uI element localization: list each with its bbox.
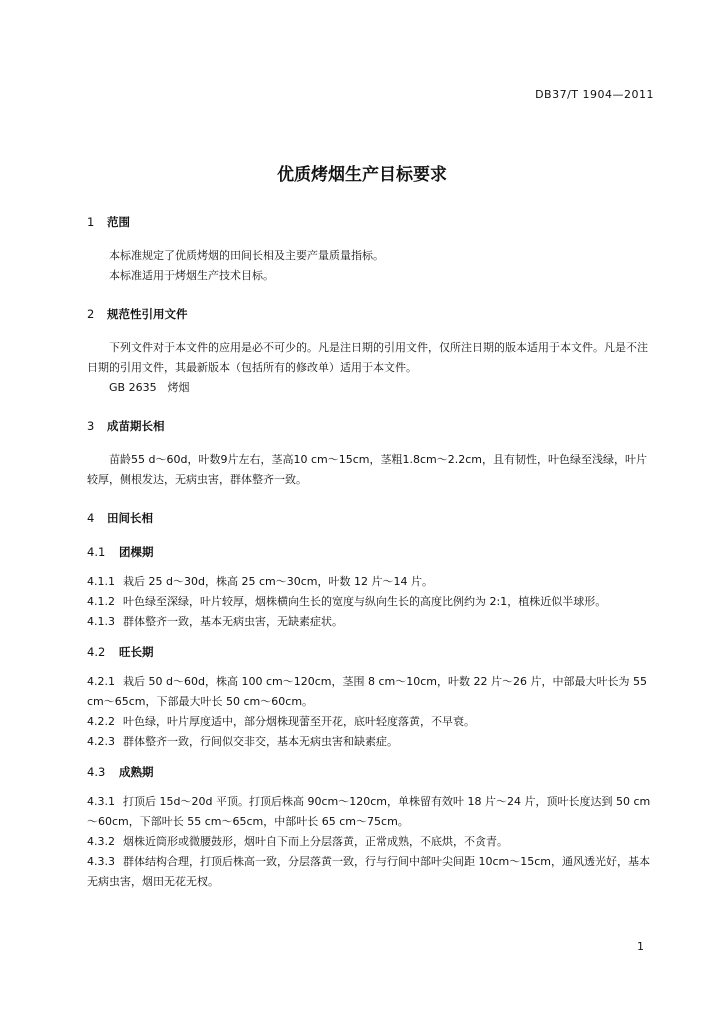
clause-text: 栽后 50 d～60d，株高 100 cm～120cm，茎围 8 cm～10cm，叶数 22 片～26 片，中部最大叶长为 55 cm～65cm，下部最大叶长 50 cm～60cm。 — [87, 675, 647, 708]
clause-number: 4.3.3 — [87, 855, 115, 868]
clause-text: 叶色绿，叶片厚度适中，部分烟株现蕾至开花，底叶轻度落黄，不早衰。 — [123, 715, 475, 728]
section-1-heading — [87, 212, 656, 232]
clause-item — [87, 592, 656, 612]
page-number: 1 — [637, 940, 644, 953]
clause-item — [87, 852, 656, 892]
section-3-heading — [87, 416, 656, 436]
subsection-4-1-heading — [87, 542, 656, 562]
clause-number: 4.1.1 — [87, 575, 115, 588]
clause-number: 4.2.1 — [87, 675, 115, 688]
clause-text: 栽后 25 d～30d，株高 25 cm～30cm，叶数 12 片～14 片。 — [123, 575, 433, 588]
clause-text: 叶色绿至深绿，叶片较厚，烟株横向生长的宽度与纵向生长的高度比例约为 2:1，植株近似半球形。 — [123, 595, 607, 608]
section-4-heading — [87, 508, 656, 528]
clause-text: 群体整齐一致，行间似交非交，基本无病虫害和缺素症。 — [123, 735, 398, 748]
subsection-number: 4.1 — [87, 545, 106, 559]
clause-item — [87, 732, 656, 752]
clause-number: 4.2.3 — [87, 735, 115, 748]
subsection-title: 成熟期 — [119, 765, 154, 779]
paragraph: 苗龄55 d～60d，叶数9片左右，茎高10 cm～15cm，茎粗1.8cm～2.2cm，且有韧性，叶色绿至浅绿，叶片较厚，侧根发达，无病虫害，群体整齐一致。 — [87, 453, 647, 486]
section-number: 3 — [87, 419, 95, 433]
section-2-heading — [87, 304, 656, 324]
section-title: 规范性引用文件 — [107, 307, 188, 321]
clause-number: 4.3.2 — [87, 835, 115, 848]
section-number: 4 — [87, 511, 95, 525]
subsection-4-2-heading — [87, 642, 656, 662]
clause-item — [87, 712, 656, 732]
normative-reference: GB 2635 烤烟 — [109, 381, 190, 394]
subsection-number: 4.2 — [87, 645, 106, 659]
section-number: 1 — [87, 215, 95, 229]
paragraph: 下列文件对于本文件的应用是必不可少的。凡是注日期的引用文件，仅所注日期的版本适用于本文件。凡是不注日期的引用文件，其最新版本（包括所有的修改单）适用于本文件。 — [87, 341, 648, 374]
clause-item — [87, 672, 656, 712]
paragraph: 本标准规定了优质烤烟的田间长相及主要产量质量指标。 — [109, 249, 384, 262]
section-number: 2 — [87, 307, 95, 321]
paragraph: 本标准适用于烤烟生产技术目标。 — [109, 269, 274, 282]
clause-number: 4.1.2 — [87, 595, 115, 608]
subsection-title: 团棵期 — [119, 545, 154, 559]
clause-number: 4.1.3 — [87, 615, 115, 628]
section-title: 田间长相 — [107, 511, 153, 525]
clause-text: 打顶后 15d～20d 平顶。打顶后株高 90cm～120cm，单株留有效叶 18 片～24 片，顶叶长度达到 50 cm～60cm，下部叶长 55 cm～65cm，中部叶长 65 cm～75cm。 — [87, 795, 651, 828]
standard-code: DB37/T 1904—2011 — [535, 88, 654, 101]
subsection-4-3-heading — [87, 762, 656, 782]
clause-number: 4.3.1 — [87, 795, 115, 808]
subsection-title: 旺长期 — [119, 645, 154, 659]
clause-text: 群体整齐一致，基本无病虫害，无缺素症状。 — [123, 615, 343, 628]
clause-text: 烟株近筒形或微腰鼓形，烟叶自下而上分层落黄，正常成熟，不底烘，不贪青。 — [123, 835, 508, 848]
clause-number: 4.2.2 — [87, 715, 115, 728]
clause-item — [87, 792, 656, 832]
clause-item — [87, 572, 656, 592]
clause-item — [87, 612, 656, 632]
document-title: 优质烤烟生产目标要求 — [277, 165, 447, 185]
clause-text: 群体结构合理，打顶后株高一致，分层落黄一致，行与行间中部叶尖间距 10cm～15cm，通风透光好，基本无病虫害，烟田无花无杈。 — [87, 855, 651, 888]
clause-item — [87, 832, 656, 852]
section-title: 范围 — [107, 215, 130, 229]
section-title: 成苗期长相 — [107, 419, 165, 433]
document-body — [87, 212, 656, 892]
subsection-number: 4.3 — [87, 765, 106, 779]
